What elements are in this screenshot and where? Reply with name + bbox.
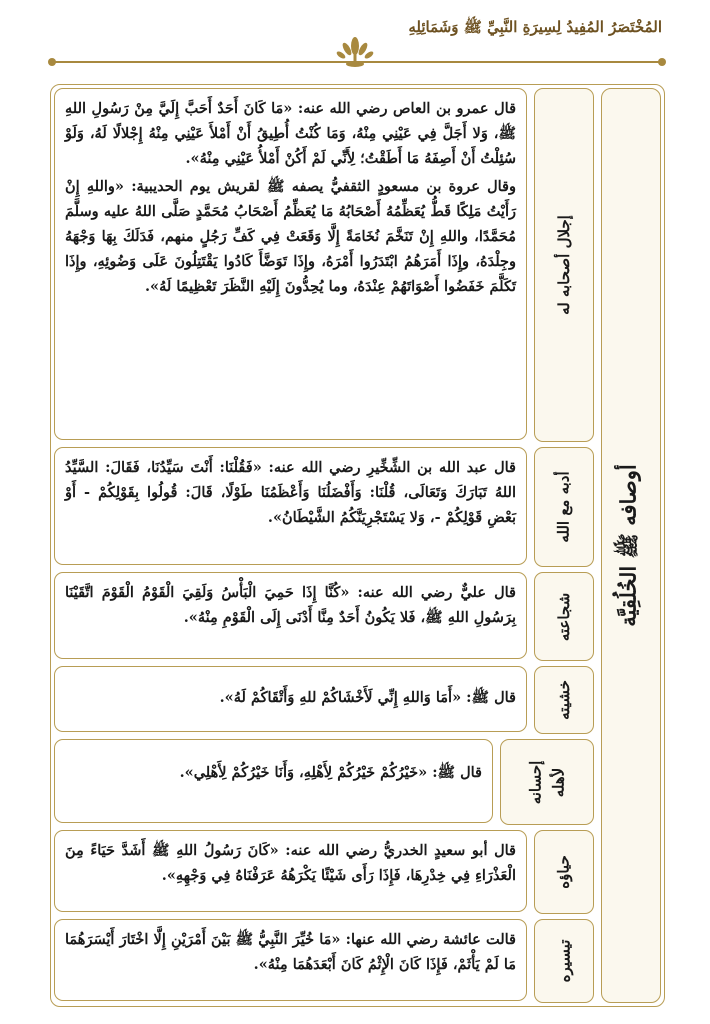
row-label-kindness [500, 739, 594, 825]
row-label-line: لأهله [548, 767, 567, 797]
content-box-courage [54, 572, 527, 659]
main-section-title: أوصافه ﷺ الخُلُقِيَّة [615, 464, 641, 627]
row-label-line: إحسانه [526, 760, 545, 804]
row-label-reverence [534, 88, 594, 442]
row-label-modesty [534, 830, 594, 914]
row-label-text [524, 760, 569, 804]
header-divider [52, 61, 662, 63]
hadith-text: قال عبد الله بن الشِّخِّيرِ رضي الله عنه: «فَقُلْنَا: أَنْتَ سَيِّدُنَا، فَقَالَ: السَّيِّدُ اللهُ تَبَارَكَ وَتَعَالَى، قُلْنَا: وَأَفْضَلُنَا وَأَعْظَمُنَا طَوْلًا، قَالَ: قُولُوا بِقَوْلِكُمْ - أَوْ بَعْضِ قَوْلِكُمْ -، وَلا يَسْتَجْرِيَنَّكُمُ الشَّيْطَانُ». [65, 459, 516, 526]
content-box-etiquette [54, 447, 527, 565]
hadith-text: قال أبو سعيدٍ الخدريُّ رضي الله عنه: «كَانَ رَسُولُ اللهِ ﷺ أَشَدَّ حَيَاءً مِنَ الْعَذْرَاءِ فِي خِدْرِهَا، فَإِذَا رَأَى شَيْئًا يَكْرَهُهُ عَرَفْنَاهُ فِي وَجْهِهِ». [65, 842, 516, 884]
content-box-ease [54, 919, 527, 1001]
row-label-text: أدبه مع الله [555, 471, 573, 543]
hadith-text: قالت عائشة رضي الله عنها: «مَا خُيِّرَ النَّبِيُّ ﷺ بَيْنَ أَمْرَيْنِ إِلَّا اخْتَارَ أَيْسَرَهُمَا مَا لَمْ يَأْثَمْ، فَإِذَا كَانَ الْإِثْمُ كَانَ أَبْعَدَهُمَا مِنْهُ». [65, 931, 516, 973]
row-label-text: شجاعته [555, 592, 573, 641]
content-box-reverence [54, 88, 527, 440]
hadith-text: قال ﷺ: «أَمَا وَاللهِ إِنِّي لَأَخْشَاكُمْ للهِ وَأَتْقَاكُمْ لَهُ». [219, 689, 516, 706]
row-label-text: خشيته [555, 680, 573, 720]
hadith-text: قال عليٌّ رضي الله عنه: «كُنَّا إِذَا حَمِيَ الْبَأْسُ وَلَقِيَ الْقَوْمُ الْقَوْمَ اتَّقَيْنَا بِرَسُولِ اللهِ ﷺ، فَلا يَكُونُ أَحَدٌ مِنَّا أَدْنَى إِلَى الْقَوْمِ مِنْهُ». [65, 584, 516, 626]
hadith-text: وقال عروة بن مسعودٍ الثقفيُّ يصفه ﷺ لقريش يوم الحديبية: «واللهِ إِنْ رَأَيْتُ مَلِكًا قَطُّ يُعَظِّمُهُ أَصْحَابُهُ مَا يُعَظِّمُ أَصْحَابُ مُحَمَّدٍ صَلَّى اللهُ عليه وسلَّمَ مُحَمَّدًا، واللهِ إِنْ تَنَخَّمَ نُخَامَةً إِلَّا وَقَعَتْ فِي كَفِّ رَجُلٍ منهم، فَدَلَكَ بِهَا وَجْهَهُ وجِلْدَهُ، وإِذَا أَمَرَهُمُ ابْتَدَرُوا أَمْرَهُ، وإِذَا تَوَضَّأَ كَادُوا يَقْتَتِلُونَ عَلَى وَضُوئِهِ، وإِذَا تَكَلَّمَ خَفَضُوا أَصْوَاتَهُمْ عِنْدَهُ، وما يُحِدُّونَ إِلَيْهِ النَّظَرَ تَعْظِيمًا لَهُ». [65, 178, 516, 295]
row-label-etiquette [534, 447, 594, 567]
row-label-courage [534, 572, 594, 661]
row-label-ease [534, 919, 594, 1003]
hadith-text: قال ﷺ: «خَيْرُكُمْ خَيْرُكُمْ لِأَهْلِهِ، وَأَنَا خَيْرُكُمْ لِأَهْلِي». [179, 764, 482, 781]
page-header-title: المُخْتَصَرُ المُفِيدُ لِسِيرَةِ النَّبِيِّ ﷺ وَشَمَائِلِهِ [408, 18, 662, 36]
row-label-text: حياؤه [554, 855, 573, 889]
content-box-modesty [54, 830, 527, 912]
main-section-label [601, 88, 661, 1003]
row-label-text: تيسيره [555, 939, 573, 983]
row-label-fear [534, 666, 594, 734]
hadith-text: قال عمرو بن العاص رضي الله عنه: «مَا كَانَ أَحَدٌ أَحَبَّ إِلَيَّ مِنْ رَسُولِ اللهِ ﷺ، وَلا أَجَلَّ فِي عَيْنِي مِنْهُ، وَمَا كُنْتُ أُطِيقُ أَنْ أَمْلأَ عَيْنِي مِنْهُ إِجْلالًا لَهُ، وَلَوْ سُئِلْتُ أَنْ أَصِفَهُ مَا أَطَقْتُ؛ لِأَنِّي لَمْ أَكُنْ أَمْلأُ عَيْنِي مِنْهُ». [65, 100, 516, 167]
row-label-text: إجلال أصحابه له [555, 215, 574, 315]
floral-ornament-icon [335, 33, 375, 69]
content-box-fear [54, 666, 527, 732]
content-box-kindness [54, 739, 493, 823]
